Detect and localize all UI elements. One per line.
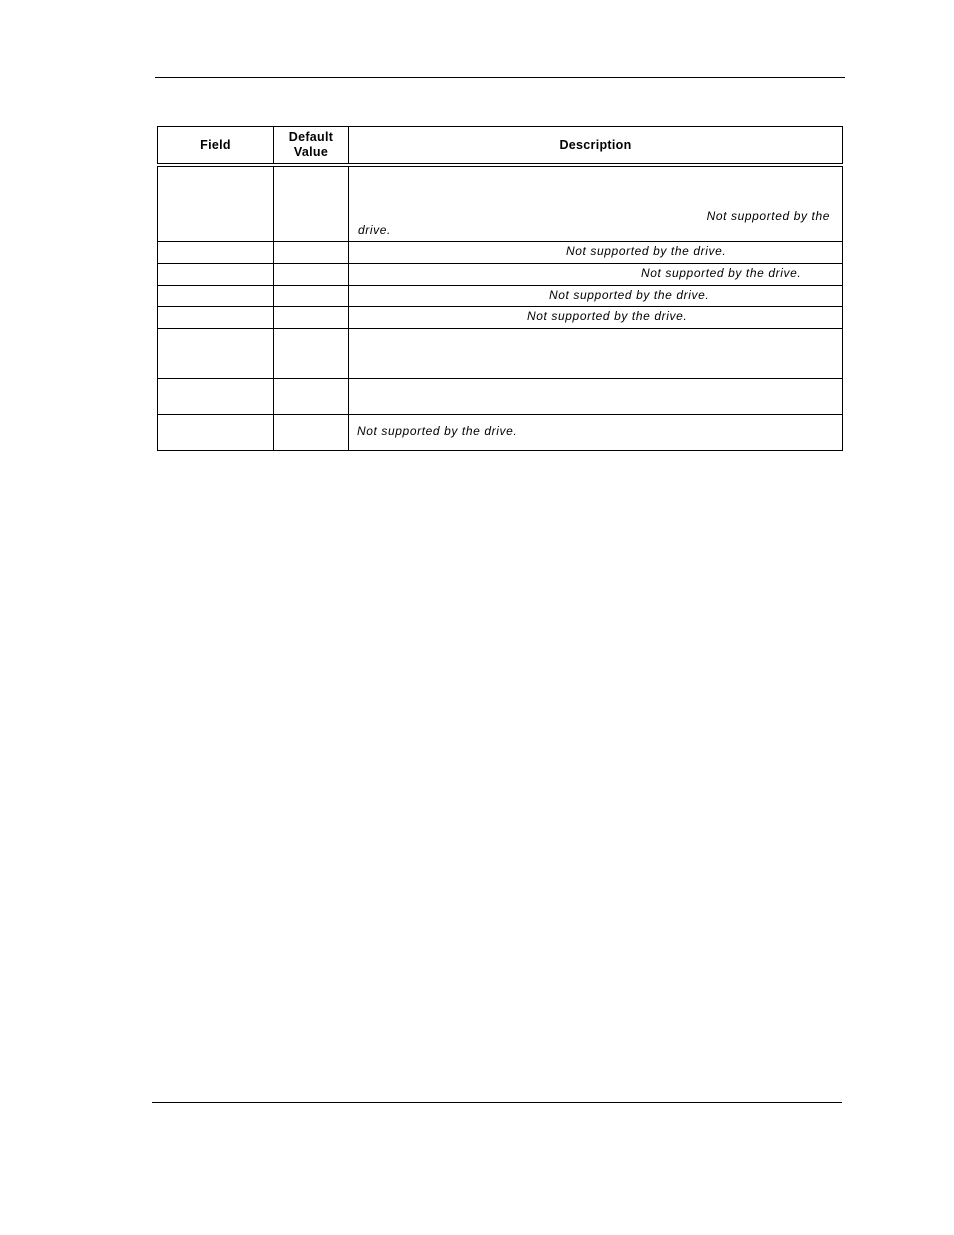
table-header-row xyxy=(158,127,843,166)
default-value-cell xyxy=(274,263,349,285)
field-cell xyxy=(158,241,274,263)
column-header-field: Field xyxy=(158,127,274,166)
field-cell xyxy=(158,306,274,328)
table-row xyxy=(158,414,843,450)
field-description-table xyxy=(157,126,843,451)
description-cell xyxy=(349,378,843,414)
default-value-cell xyxy=(274,378,349,414)
description-cell xyxy=(349,285,843,306)
description-cell xyxy=(349,414,843,450)
table-row xyxy=(158,263,843,285)
column-header-default-line1: Default xyxy=(288,130,334,144)
description-cell xyxy=(349,165,843,241)
header-rule xyxy=(155,77,845,78)
field-cell xyxy=(158,414,274,450)
footer-rule xyxy=(152,1102,842,1103)
unsupported-note: Not supported by the drive. xyxy=(357,423,518,438)
field-cell xyxy=(158,165,274,241)
description-cell xyxy=(349,328,843,378)
default-value-cell xyxy=(274,241,349,263)
default-value-cell xyxy=(274,165,349,241)
unsupported-note: Not supported by the drive. xyxy=(641,265,802,280)
unsupported-note-continued: drive. xyxy=(358,223,391,237)
default-value-cell xyxy=(274,285,349,306)
unsupported-note: Not supported by the drive. xyxy=(549,287,710,302)
unsupported-note: Not supported by the xyxy=(706,209,830,223)
field-cell xyxy=(158,263,274,285)
table-row xyxy=(158,165,843,241)
default-value-cell xyxy=(274,328,349,378)
unsupported-note: Not supported by the drive. xyxy=(527,308,688,323)
column-header-default-line2: Value xyxy=(293,145,329,159)
field-cell xyxy=(158,378,274,414)
table-row xyxy=(158,285,843,306)
unsupported-note: Not supported by the drive. xyxy=(566,243,727,258)
column-header-description: Description xyxy=(349,127,843,166)
field-cell xyxy=(158,285,274,306)
description-cell xyxy=(349,241,843,263)
table-row xyxy=(158,328,843,378)
table-row xyxy=(158,306,843,328)
field-cell xyxy=(158,328,274,378)
table-row xyxy=(158,241,843,263)
description-cell xyxy=(349,306,843,328)
description-cell xyxy=(349,263,843,285)
column-header-default-value xyxy=(274,127,349,166)
default-value-cell xyxy=(274,414,349,450)
default-value-cell xyxy=(274,306,349,328)
table-row xyxy=(158,378,843,414)
